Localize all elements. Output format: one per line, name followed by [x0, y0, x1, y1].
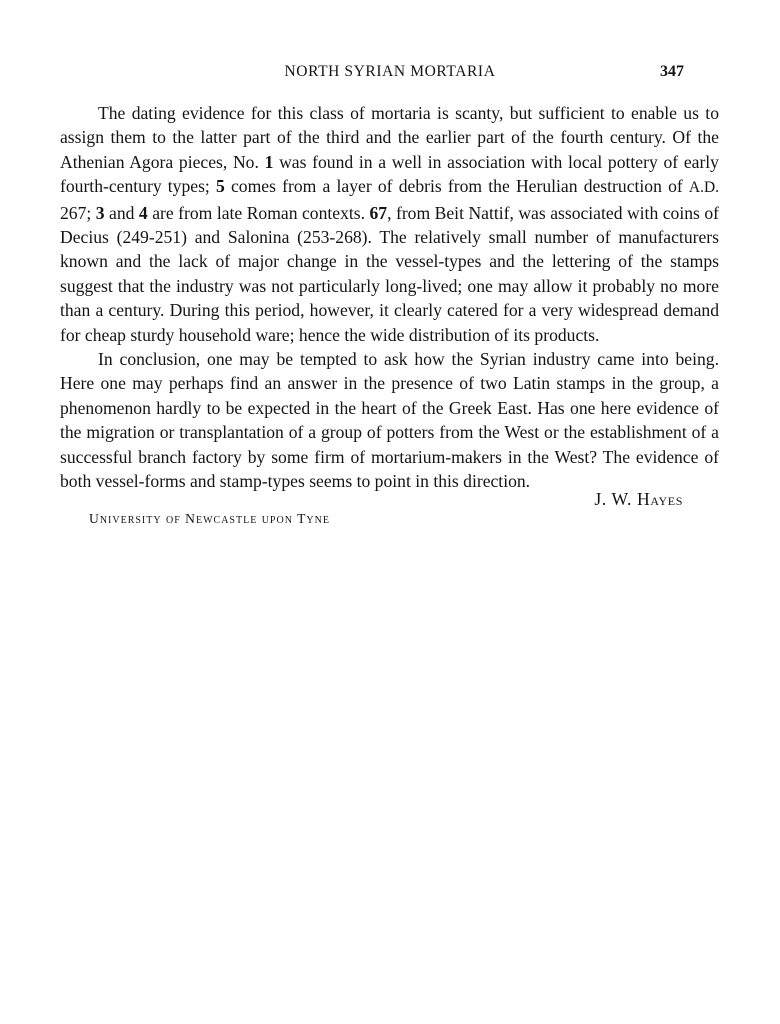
running-title: NORTH SYRIAN MORTARIA: [284, 63, 496, 80]
author-affiliation: University of Newcastle upon Tyne: [89, 511, 330, 526]
text-segment: 267;: [60, 202, 96, 223]
paragraph-conclusion: In conclusion, one may be tempted to ask how the Syrian industry came into being. Here one may perhaps find an answer in the presence of two Latin stamps in the group, a phenomenon hardly to be expected in the heart of the Greek East. Has one here evidence of the migration or transplantation of a group of potters from the West or the establishment of a successful branch factory by some firm of mortarium-makers in the West? The evidence of both vessel-forms and stamp-types seems to point in this direction.: [60, 349, 719, 492]
text-segment: The dating evidence for this class of mortaria is scanty, but sufficient to enable us to assign them to the latter part of the third and the earlier part of the fourth century. Of the Athenian Agora pieces, No.: [60, 103, 719, 172]
catalogue-number: 4: [138, 202, 148, 223]
era-abbreviation: A.D.: [688, 179, 719, 197]
paragraph-dating-evidence: [60, 101, 719, 347]
text-segment: are from late Roman contexts.: [147, 202, 370, 223]
catalogue-number: 3: [95, 202, 105, 223]
text-segment: was found in a well in association with local pottery of early fourth-century types;: [60, 151, 719, 197]
article-body: [60, 101, 719, 494]
text-segment: and: [104, 202, 139, 223]
catalogue-number: 67: [369, 202, 388, 223]
page-number: 347: [660, 63, 684, 80]
text-segment: , from Beit Nattif, was associated with coins of Decius (249-251) and Salonina (253-268). The relatively small number of manufacturers known and the lack of major change in the vessel-types and the lettering of the stamps suggest that the industry was not particularly long-lived; one may allow it probably no more than a century. During this period, however, it clearly catered for a very widespread demand for cheap sturdy household ware; hence the wide distribution of its products.: [60, 202, 719, 345]
text-segment: comes from a layer of debris from the Herulian destruction of: [224, 176, 689, 197]
catalogue-number: 1: [264, 151, 274, 172]
author-signature: J. W. Hayes: [594, 489, 683, 509]
catalogue-number: 5: [216, 176, 225, 197]
running-head: [0, 63, 780, 87]
